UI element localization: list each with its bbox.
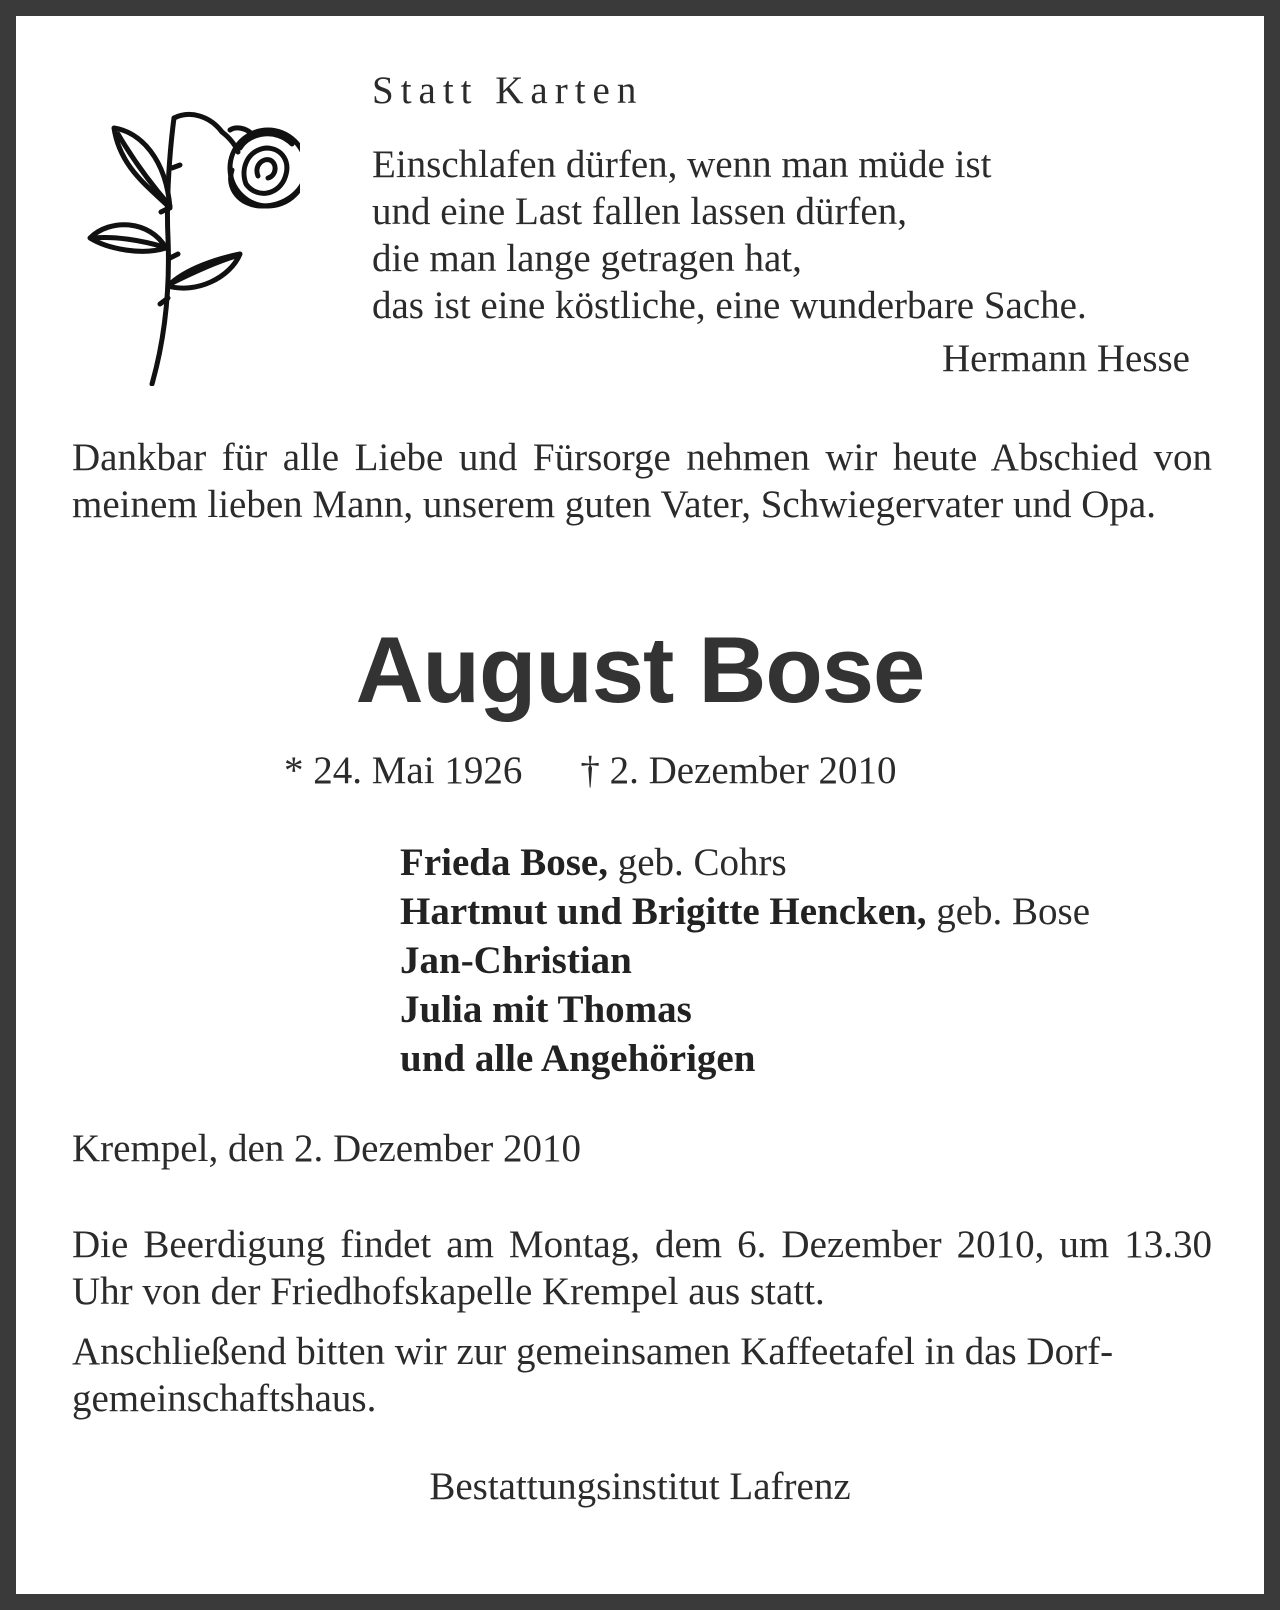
life-dates: [284, 748, 897, 793]
family-member: [400, 887, 1090, 936]
family-member-name: Jan-Christian: [400, 939, 632, 982]
funeral-info: Die Beerdigung findet am Montag, dem 6. Dezember 2010, um 13.30 Uhr von der Friedhofskapelle Krempel aus statt.: [72, 1223, 1212, 1313]
deceased-name: August Bose: [355, 617, 925, 722]
family-member-note: geb. Bose: [936, 890, 1091, 933]
family-member-name: und alle Angehörigen: [400, 1037, 756, 1080]
family-member: [400, 1034, 1090, 1083]
undertaker: Bestattungsinstitut Lafrenz: [429, 1465, 851, 1508]
family-list: [400, 838, 1090, 1083]
intro-text: Dankbar für alle Liebe und Fürsorge nehmen wir heute Abschied von meinem lieben Mann, unserem guten Vater, Schwiegervater und Opa.: [72, 436, 1212, 526]
family-member: [400, 838, 1090, 887]
birth-date: * 24. Mai 1926: [284, 749, 523, 792]
reception-info: Anschließend bitten wir zur gemeinsamen Kaffeetafel in das Dorf- gemeinschaftshaus.: [72, 1330, 1114, 1420]
poem-line: die man lange getragen hat,: [372, 237, 802, 280]
family-member-name: Julia mit Thomas: [400, 988, 692, 1031]
family-member: [400, 936, 1090, 985]
death-date: † 2. Dezember 2010: [580, 749, 897, 792]
poem-line: das ist eine köstliche, eine wunderbare Sache.: [372, 284, 1087, 327]
poem: [372, 141, 1087, 329]
header-label: Statt Karten: [372, 69, 644, 112]
family-member: [400, 985, 1090, 1034]
family-member-note: geb. Cohrs: [617, 841, 787, 884]
family-member-name: Hartmut und Brigitte Hencken,: [400, 890, 927, 933]
family-member-name: Frieda Bose,: [400, 841, 608, 884]
obituary-notice: [16, 16, 1264, 1594]
poem-line: Einschlafen dürfen, wenn man müde ist: [372, 143, 992, 186]
poem-author: Hermann Hesse: [942, 337, 1190, 380]
rose-icon: [70, 88, 300, 386]
poem-line: und eine Last fallen lassen dürfen,: [372, 190, 907, 233]
place-date: Krempel, den 2. Dezember 2010: [72, 1127, 581, 1170]
